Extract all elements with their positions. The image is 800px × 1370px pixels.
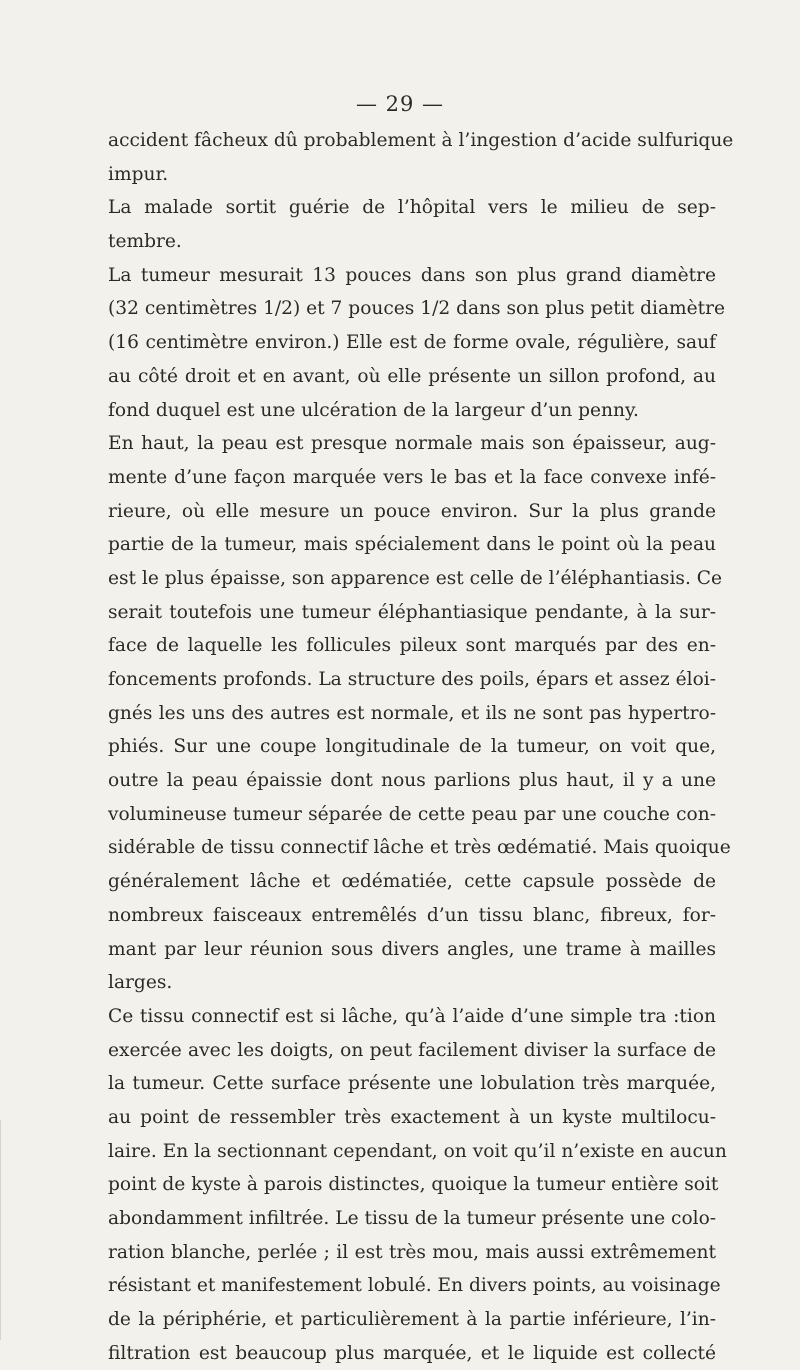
text-line: serait toutefois une tumeur éléphantiasique pendante, à la sur- (108, 601, 716, 623)
text-line: point de kyste à parois distinctes, quoique la tumeur entière soit (108, 1174, 719, 1196)
text-line: La malade sortit guérie de l’hôpital vers le milieu de sep- (108, 197, 716, 219)
page-edge-shadow (0, 1120, 1, 1340)
text-line: rieure, où elle mesure un pouce environ. Sur la plus grande (108, 500, 716, 522)
text-line: (32 centimètres 1/2) et 7 pouces 1/2 dans son plus petit diamètre (108, 298, 726, 320)
text-line: En haut, la peau est presque normale mais son épaisseur, aug- (108, 433, 716, 455)
body-text (108, 124, 734, 1370)
text-line: phiés. Sur une coupe longitudinale de la tumeur, on voit que, (108, 736, 716, 758)
text-line: (16 centimètre environ.) Elle est de forme ovale, régulière, sauf (108, 332, 716, 354)
text-line: Ce tissu connectif est si lâche, qu’à l’aide d’une simple tra :tion (108, 1005, 716, 1027)
text-line: généralement lâche et œdématiée, cette capsule possède de (108, 871, 716, 893)
text-line: exercée avec les doigts, on peut facilement diviser la surface de (108, 1039, 716, 1061)
text-line: volumineuse tumeur séparée de cette peau par une couche con- (108, 803, 716, 825)
text-line: laire. En la sectionnant cependant, on voit qu’il n’existe en aucun (108, 1140, 727, 1162)
text-line: ration blanche, perlée ; il est très mou, mais aussi extrêmement (108, 1241, 716, 1263)
text-line: est le plus épaisse, son apparence est celle de l’éléphantiasis. Ce (108, 567, 723, 589)
text-line: au point de ressembler très exactement à un kyste multilocu- (108, 1106, 716, 1128)
text-line: tembre. (108, 231, 182, 253)
text-line: résistant et manifestement lobulé. En divers points, au voisinage (108, 1275, 721, 1297)
text-line: foncements profonds. La structure des poils, épars et assez éloi- (108, 669, 716, 690)
text-line: au côté droit et en avant, où elle présente un sillon profond, au (108, 365, 716, 387)
text-line: de la périphérie, et particulièrement à la partie inférieure, l’in- (108, 1309, 716, 1331)
text-line: abondamment infiltrée. Le tissu de la tumeur présente une colo- (108, 1208, 717, 1229)
text-line: fond duquel est une ulcération de la largeur d’un penny. (108, 399, 639, 421)
text-line: mente d’une façon marquée vers le bas et la face convexe infé- (108, 466, 716, 488)
text-line: face de laquelle les follicules pileux sont marqués par des en- (108, 635, 716, 657)
text-line: filtration est beaucoup plus marquée, et le liquide est collecté (108, 1342, 716, 1364)
text-line: partie de la tumeur, mais spécialement dans le point où la peau (108, 534, 716, 556)
text-line: outre la peau épaissie dont nous parlions plus haut, il y a une (108, 770, 716, 792)
text-line: accident fâcheux dû probablement à l’ingestion d’acide sulfurique (108, 130, 734, 151)
text-line: sidérable de tissu connectif lâche et très œdématié. Mais quoique (108, 837, 731, 859)
page-number: — 29 — (355, 92, 445, 116)
text-line: gnés les uns des autres est normale, et ils ne sont pas hypertro- (108, 702, 716, 724)
text-line: nombreux faisceaux entremêlés d’un tissu blanc, fibreux, for- (108, 904, 716, 926)
text-line: impur. (108, 163, 169, 185)
text-line: larges. (108, 972, 173, 994)
text-line: La tumeur mesurait 13 pouces dans son plus grand diamètre (108, 264, 716, 286)
text-line: mant par leur réunion sous divers angles, une trame à mailles (108, 938, 716, 960)
text-line: la tumeur. Cette surface présente une lobulation très marquée, (108, 1073, 716, 1095)
